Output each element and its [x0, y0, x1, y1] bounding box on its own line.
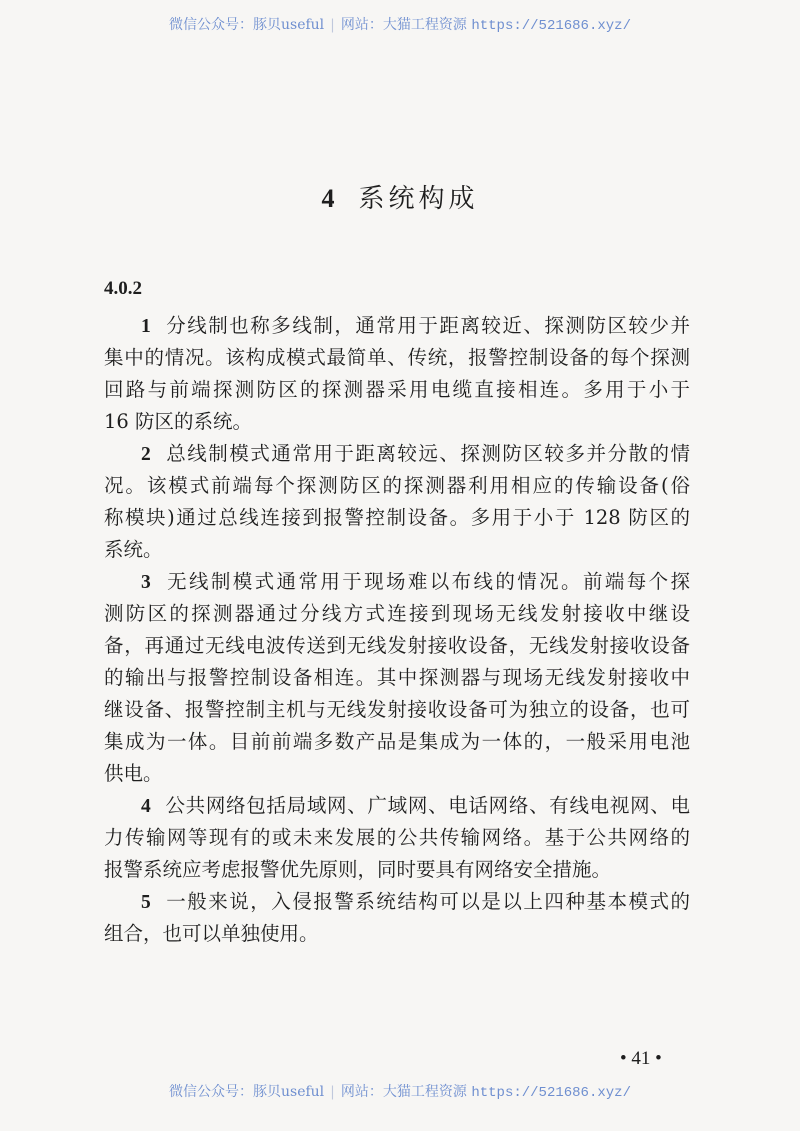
watermark-wechat: 微信公众号：豚贝useful	[169, 1084, 325, 1100]
paragraph-line	[104, 726, 690, 758]
paragraph-line	[104, 822, 690, 854]
paragraph-line	[104, 598, 690, 630]
section-number: 4.0.2	[104, 278, 142, 299]
watermark-url[interactable]: https://521686.xyz/	[471, 1085, 631, 1101]
paragraph-number: 3	[141, 572, 151, 593]
paragraph-text: 公共网络包括局域网、广域网、电话网络、有线电视网、电	[164, 794, 690, 817]
paragraph-line	[104, 342, 690, 374]
paragraph-line	[104, 758, 690, 790]
paragraph-text: 系统。	[104, 538, 163, 561]
watermark-bottom	[0, 1081, 800, 1101]
chapter-number: 4	[321, 184, 339, 213]
paragraph-item-3	[104, 566, 690, 790]
paragraph-line	[104, 406, 690, 438]
paragraph-item-2	[104, 438, 690, 566]
paragraph-text: 测防区的探测器通过分线方式连接到现场无线发射接收中继设	[104, 602, 690, 625]
paragraph-text: 力传输网等现有的或未来发展的公共传输网络。基于公共网络的	[104, 826, 690, 849]
paragraph-number: 4	[141, 796, 151, 817]
watermark-url[interactable]: https://521686.xyz/	[471, 18, 631, 34]
paragraph-line	[104, 630, 690, 662]
paragraph-text: 称模块)通过总线连接到报警控制设备。多用于小于 128 防区的	[104, 506, 690, 529]
paragraph-text: 况。该模式前端每个探测防区的探测器利用相应的传输设备(俗	[104, 474, 690, 497]
paragraph-text: 供电。	[104, 762, 163, 785]
paragraph-line	[104, 534, 690, 566]
paragraph-number: 2	[141, 444, 151, 465]
paragraph-text: 报警系统应考虑报警优先原则，同时要具有网络安全措施。	[104, 858, 612, 881]
paragraph-text: 分线制也称多线制，通常用于距离较近、探测防区较少并	[164, 314, 690, 337]
paragraph-text: 集中的情况。该构成模式最简单、传统，报警控制设备的每个探测	[104, 346, 690, 369]
watermark-wechat: 微信公众号：豚贝useful	[169, 17, 325, 33]
paragraph-item-1	[104, 310, 690, 438]
watermark-site: 网站：大猫工程资源	[340, 17, 467, 33]
paragraph-text: 集成为一体。目前前端多数产品是集成为一体的，一般采用电池	[104, 730, 690, 753]
page-number: • 41 •	[620, 1048, 662, 1069]
watermark-separator: |	[330, 17, 335, 33]
paragraph-line	[104, 470, 690, 502]
paragraph-text: 总线制模式通常用于距离较远、探测防区较多并分散的情	[164, 442, 690, 465]
paragraph-item-5	[104, 886, 690, 950]
paragraph-line	[104, 502, 690, 534]
paragraph-line	[104, 374, 690, 406]
paragraph-line	[104, 694, 690, 726]
chapter-title	[0, 178, 800, 215]
paragraph-number: 1	[141, 316, 151, 337]
paragraph-text: 一般来说，入侵报警系统结构可以是以上四种基本模式的	[164, 890, 690, 913]
paragraph-text: 备，再通过无线电波传送到无线发射接收设备，无线发射接收设备	[104, 634, 690, 657]
paragraph-text: 回路与前端探测防区的探测器采用电缆直接相连。多用于小于	[104, 378, 690, 401]
paragraph-number: 5	[141, 892, 151, 913]
paragraph-text: 无线制模式通常用于现场难以布线的情况。前端每个探	[164, 570, 690, 593]
paragraph-text: 组合，也可以单独使用。	[104, 922, 319, 945]
paragraph-line	[104, 854, 690, 886]
chapter-name: 系统构成	[358, 184, 479, 214]
paragraph-text: 16 防区的系统。	[104, 410, 253, 433]
paragraph-line	[104, 790, 690, 822]
watermark-top	[0, 14, 800, 34]
paragraph-line	[104, 662, 690, 694]
paragraph-line	[104, 438, 690, 470]
paragraph-line	[104, 918, 690, 950]
paragraph-item-4	[104, 790, 690, 886]
paragraph-line	[104, 566, 690, 598]
paragraph-line	[104, 310, 690, 342]
paragraph-line	[104, 886, 690, 918]
paragraph-text: 继设备、报警控制主机与无线发射接收设备可为独立的设备，也可	[104, 698, 690, 721]
body-text	[104, 310, 690, 950]
paragraph-text: 的输出与报警控制设备相连。其中探测器与现场无线发射接收中	[104, 666, 690, 689]
watermark-separator: |	[330, 1084, 335, 1100]
watermark-site: 网站：大猫工程资源	[340, 1084, 467, 1100]
